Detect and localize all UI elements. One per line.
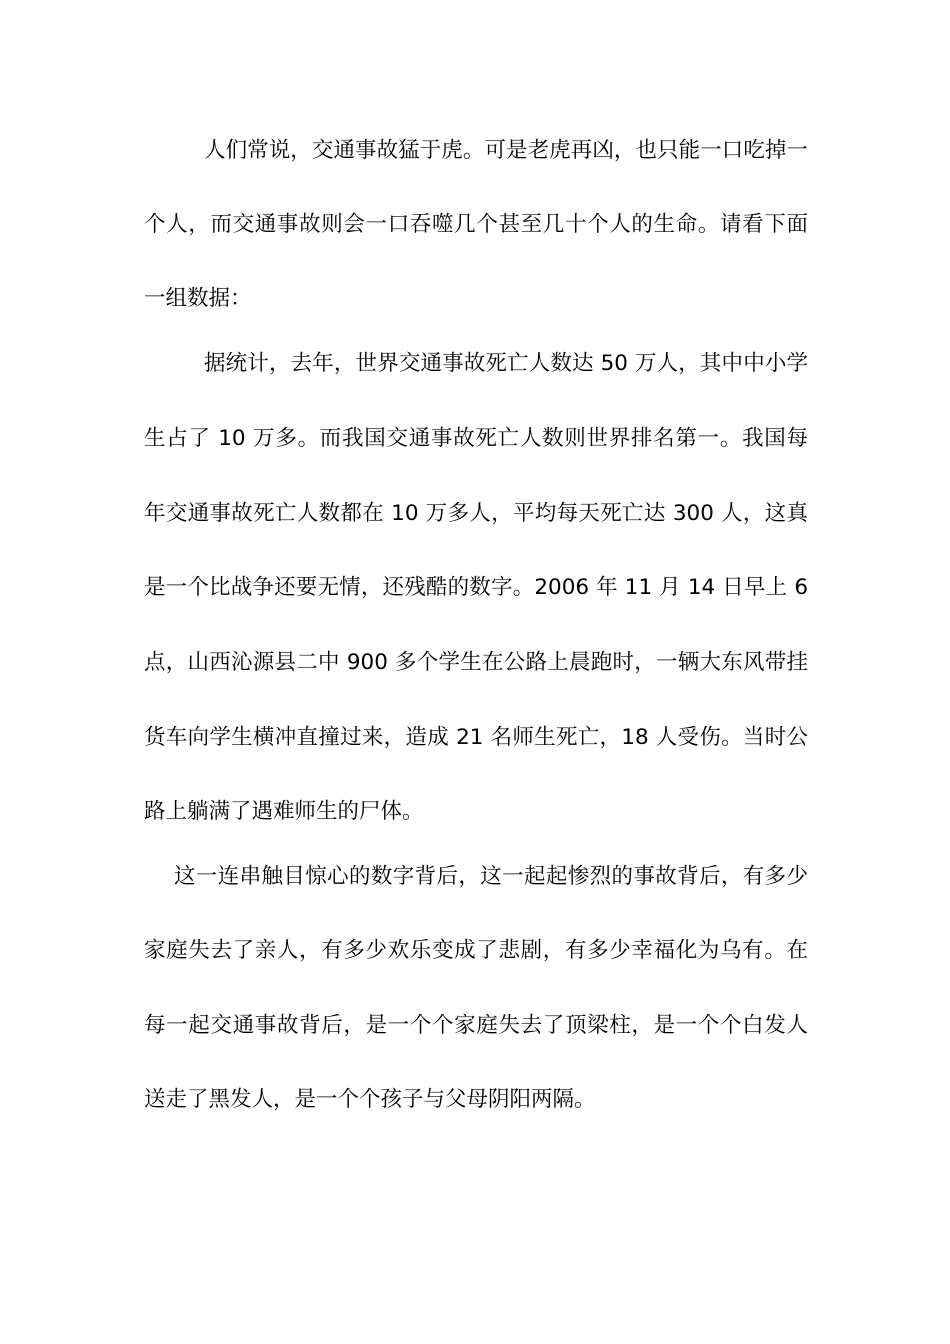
paragraph-2-line-6: 货车向学生横冲直撞过来，造成 21 名师生死亡，18 人受伤。当时公	[144, 725, 808, 750]
paragraph-2-line-2: 生占了 10 万多。而我国交通事故死亡人数则世界排名第一。我国每	[144, 426, 808, 451]
paragraph-1-line-1: 人们常说，交通事故猛于虎。可是老虎再凶，也只能一口吃掉一	[204, 138, 808, 163]
paragraph-2-line-5: 点，山西沁源县二中 900 多个学生在公路上晨跑时，一辆大东风带挂	[144, 650, 808, 675]
paragraph-3-line-4: 送走了黑发人，是一个个孩子与父母阴阳两隔。	[144, 1087, 596, 1112]
paragraph-3-line-3: 每一起交通事故背后，是一个个家庭失去了顶梁柱，是一个个白发人	[144, 1013, 808, 1038]
paragraph-2-line-7: 路上躺满了遇难师生的尸体。	[144, 799, 424, 824]
paragraph-2-line-3: 年交通事故死亡人数都在 10 万多人，平均每天死亡达 300 人，这真	[144, 501, 808, 526]
paragraph-1-line-2: 个人，而交通事故则会一口吞噬几个甚至几十个人的生命。请看下面	[144, 212, 808, 237]
paragraph-1-line-3: 一组数据：	[144, 286, 252, 311]
paragraph-2-line-4: 是一个比战争还要无情，还残酷的数字。2006 年 11 月 14 日早上 6	[144, 575, 808, 600]
paragraph-2-line-1: 据统计，去年，世界交通事故死亡人数达 50 万人，其中中小学	[204, 351, 808, 376]
paragraph-3-line-1: 这一连串触目惊心的数字背后，这一起起惨烈的事故背后，有多少	[174, 864, 808, 889]
paragraph-3-line-2: 家庭失去了亲人，有多少欢乐变成了悲剧，有多少幸福化为乌有。在	[144, 938, 808, 963]
